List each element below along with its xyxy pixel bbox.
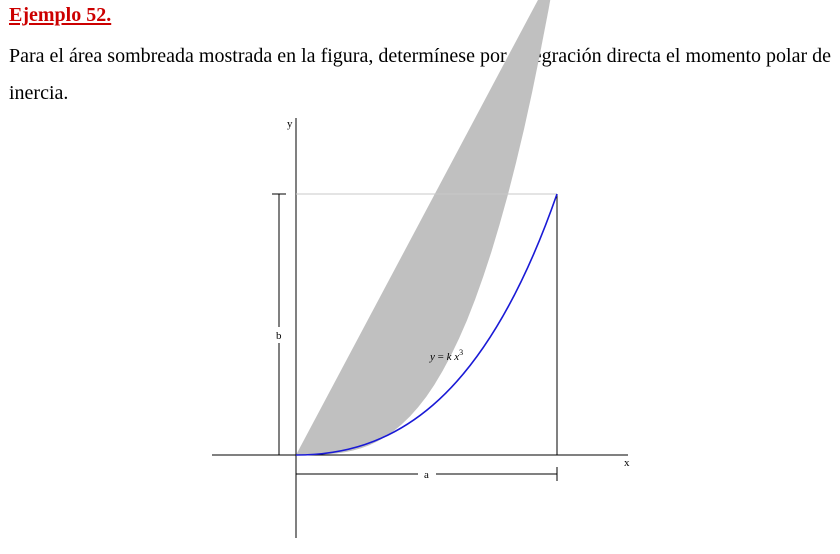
- y-axis-label: y: [287, 118, 293, 130]
- x-axis-label: x: [624, 457, 630, 469]
- curve-label-lhs: y: [430, 351, 435, 363]
- problem-statement: Para el área sombreada mostrada en la figura, determínese por integración directa el momento polar de inercia.: [9, 45, 831, 104]
- curve-label-exponent: 3: [459, 348, 464, 357]
- curve-label-var: x: [454, 351, 460, 363]
- dimension-b-label: b: [276, 330, 282, 342]
- shaded-area: [296, 0, 557, 455]
- curve-label-equals: =: [434, 351, 447, 363]
- dimension-a-label: a: [424, 469, 429, 481]
- curve-label: [429, 348, 463, 363]
- example-heading: Ejemplo 52.: [9, 4, 112, 26]
- curve-label-coef: k: [446, 351, 452, 363]
